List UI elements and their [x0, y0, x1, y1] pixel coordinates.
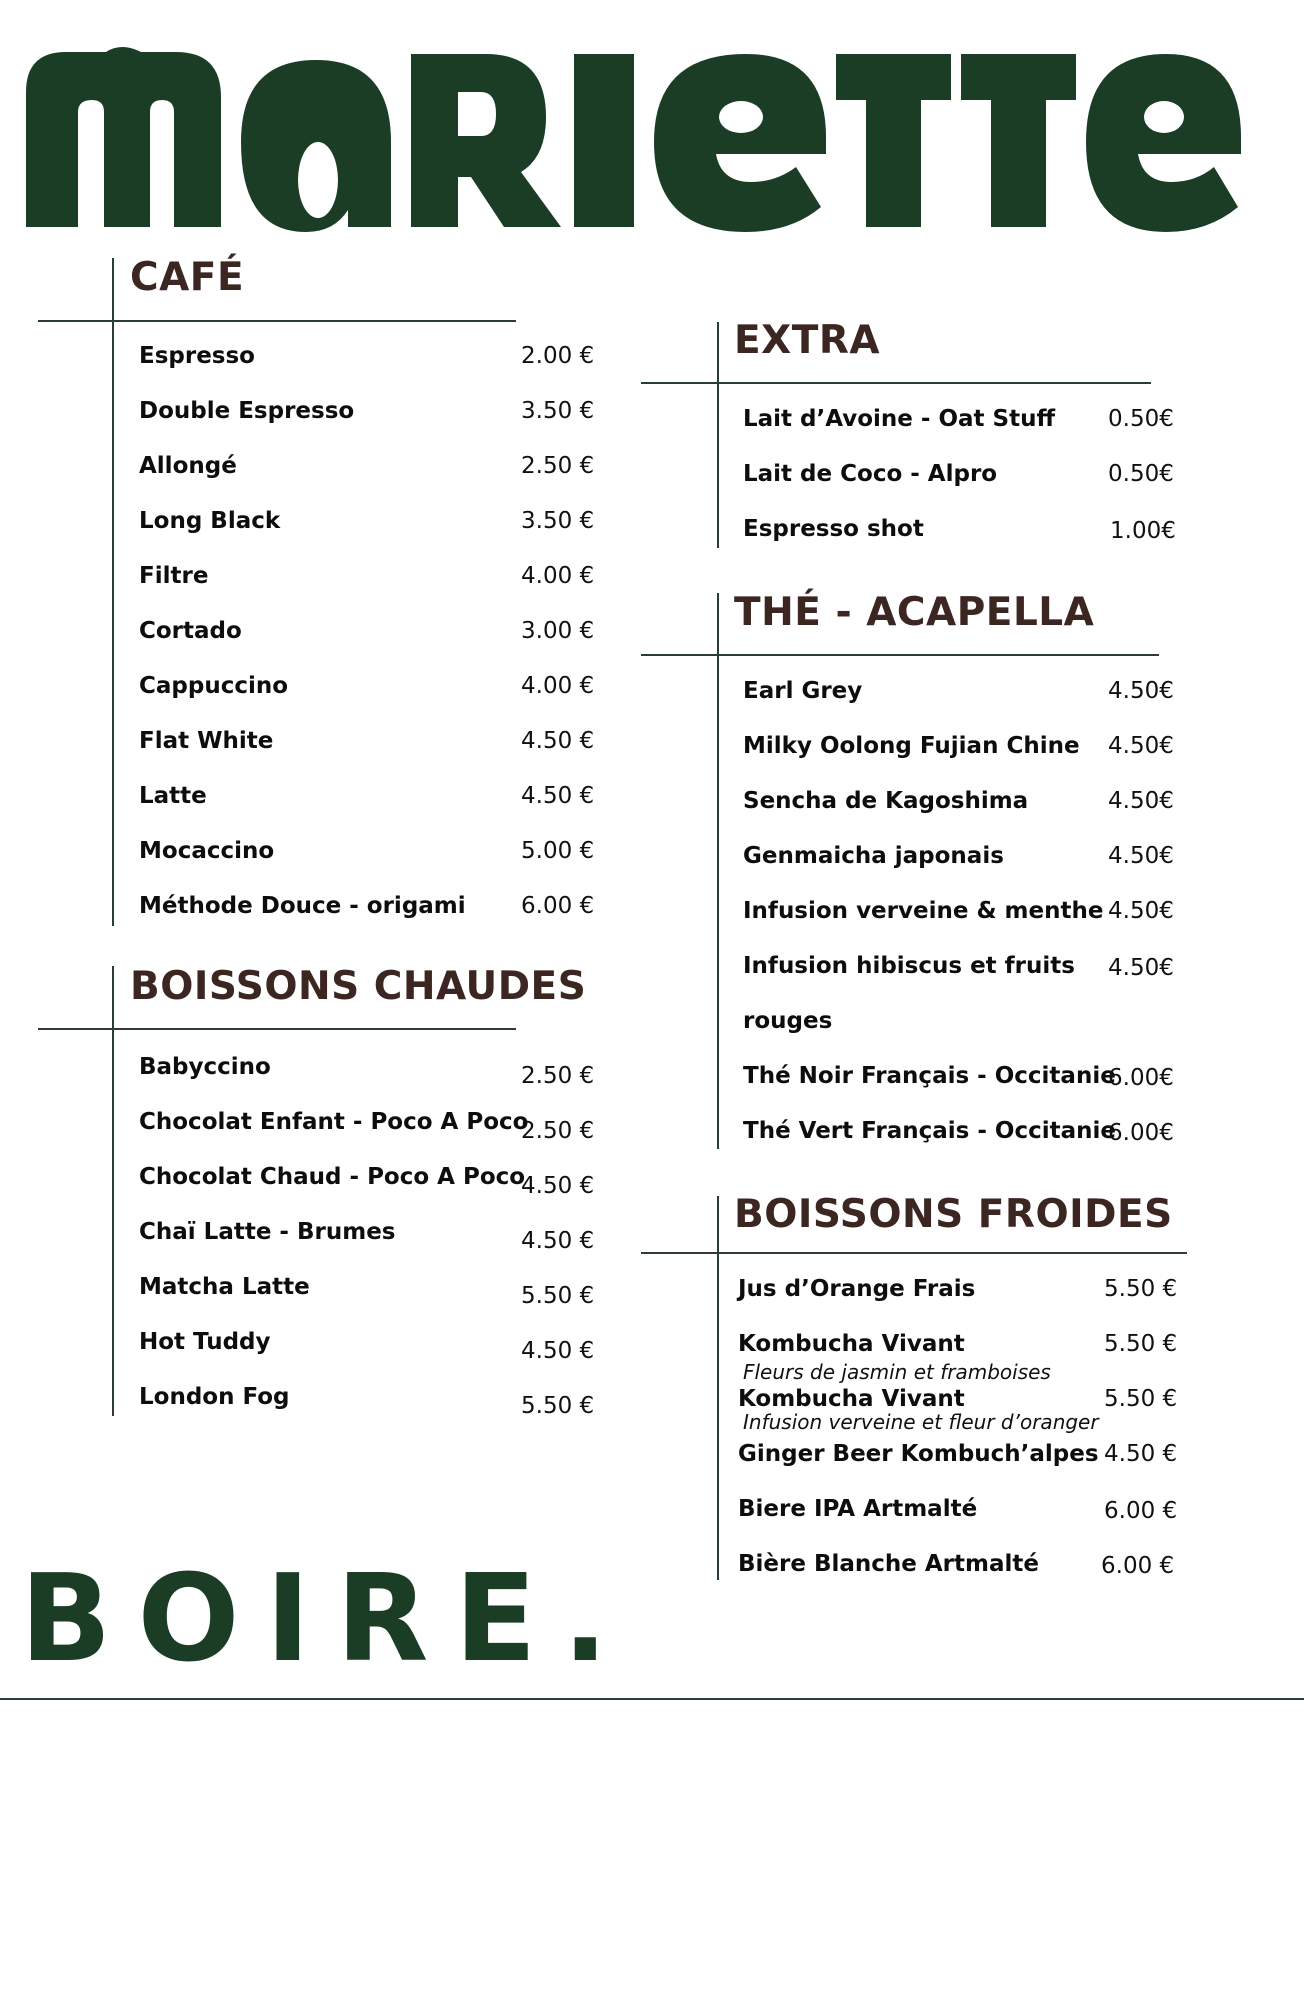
menu-item-price: 4.50€ — [1108, 788, 1174, 814]
boire-heading: BOIRE. — [20, 1550, 635, 1689]
section-title: BOISSONS FROIDES — [734, 1192, 1173, 1237]
menu-item-name: Filtre — [139, 563, 209, 589]
menu-item-price: 3.50 € — [521, 398, 595, 424]
menu-item-name: Espresso shot — [743, 516, 924, 542]
mariette-logo — [26, 22, 1246, 234]
menu-item-name: Allongé — [139, 453, 237, 479]
menu-item-name: Kombucha Vivant — [738, 1386, 965, 1412]
menu-item-price: 4.50 € — [521, 1173, 595, 1199]
menu-item-name: Cortado — [139, 618, 242, 644]
menu-item-price: 3.50 € — [521, 508, 595, 534]
menu-item-name: Matcha Latte — [139, 1274, 310, 1300]
menu-item-name: Latte — [139, 783, 207, 809]
section-title: BOISSONS CHAUDES — [130, 964, 587, 1009]
menu-item-price: 4.50€ — [1108, 733, 1174, 759]
menu-item-price: 4.50 € — [521, 728, 595, 754]
the-vertical-rule — [717, 593, 719, 1149]
bottom-rule — [0, 1698, 1304, 1700]
menu-item-name: Long Black — [139, 508, 281, 534]
menu-item-price: 4.50€ — [1108, 678, 1174, 704]
cafe-horizontal-rule — [38, 320, 516, 322]
menu-item-name: Lait de Coco - Alpro — [743, 461, 998, 487]
menu-item-name: Jus d’Orange Frais — [738, 1276, 976, 1302]
menu-item-name: Ginger Beer Kombuch’alpes — [738, 1441, 1099, 1467]
menu-item-price: 4.00 € — [521, 673, 595, 699]
menu-item-name: Earl Grey — [743, 678, 863, 704]
menu-item-price: 6.00€ — [1108, 1120, 1174, 1146]
menu-item-price: 6.00 € — [521, 893, 595, 919]
menu-item-name: Sencha de Kagoshima — [743, 788, 1029, 814]
menu-item-price: 6.00 € — [1104, 1498, 1178, 1524]
froides-horizontal-rule — [641, 1252, 1187, 1254]
menu-item-description: Fleurs de jasmin et framboises — [743, 1360, 1051, 1384]
menu-item-name: Chaï Latte - Brumes — [139, 1219, 396, 1245]
menu-item-price: 5.50 € — [521, 1283, 595, 1309]
menu-item-name: Double Espresso — [139, 398, 355, 424]
menu-item-price: 6.00€ — [1108, 1065, 1174, 1091]
menu-item-price: 0.50€ — [1108, 461, 1174, 487]
menu-item-name: Thé Vert Français - Occitanie — [743, 1118, 1116, 1144]
menu-item-name: Espresso — [139, 343, 255, 369]
menu-item-name: Mocaccino — [139, 838, 275, 864]
menu-item-price: 6.00 € — [1101, 1553, 1175, 1579]
menu-item-name: Biere IPA Artmalté — [738, 1496, 978, 1522]
menu-item-name: Kombucha Vivant — [738, 1331, 965, 1357]
menu-item-price: 5.00 € — [521, 838, 595, 864]
menu-item-price: 4.50€ — [1108, 843, 1174, 869]
menu-item-name: Infusion verveine & menthe — [743, 898, 1104, 924]
menu-item-price: 4.00 € — [521, 563, 595, 589]
menu-item-name: Infusion hibiscus et fruits — [743, 953, 1075, 979]
menu-item-price: 3.00 € — [521, 618, 595, 644]
menu-item-name: Genmaicha japonais — [743, 843, 1004, 869]
menu-item-name: Flat White — [139, 728, 274, 754]
menu-item-name: Méthode Douce - origami — [139, 893, 466, 919]
the-horizontal-rule — [641, 654, 1159, 656]
menu-item-price: 2.50 € — [521, 1063, 595, 1089]
menu-item-price: 4.50 € — [521, 1228, 595, 1254]
menu-item-name: Milky Oolong Fujian Chine — [743, 733, 1080, 759]
menu-item-price: 4.50 € — [521, 1338, 595, 1364]
menu-item-price: 2.50 € — [521, 453, 595, 479]
section-title: CAFÉ — [130, 255, 245, 300]
menu-item-name-continued: rouges — [743, 1008, 833, 1034]
section-title: EXTRA — [734, 318, 881, 363]
menu-item-name: Hot Tuddy — [139, 1329, 271, 1355]
chaudes-horizontal-rule — [38, 1028, 516, 1030]
menu-item-price: 2.50 € — [521, 1118, 595, 1144]
menu-item-name: Babyccino — [139, 1054, 271, 1080]
menu-item-name: Lait d’Avoine - Oat Stuff — [743, 406, 1056, 432]
menu-item-price: 5.50 € — [1104, 1276, 1178, 1302]
menu-item-price: 0.50€ — [1108, 406, 1174, 432]
menu-item-name: London Fog — [139, 1384, 290, 1410]
menu-item-price: 4.50€ — [1108, 955, 1174, 981]
menu-item-name: Chocolat Enfant - Poco A Poco — [139, 1109, 529, 1135]
extra-horizontal-rule — [641, 382, 1151, 384]
menu-item-name: Bière Blanche Artmalté — [738, 1551, 1039, 1577]
menu-item-name: Cappuccino — [139, 673, 289, 699]
menu-item-price: 5.50 € — [521, 1393, 595, 1419]
section-title: THÉ - ACAPELLA — [734, 590, 1095, 635]
menu-item-price: 4.50€ — [1108, 898, 1174, 924]
menu-item-price: 5.50 € — [1104, 1331, 1178, 1357]
chaudes-vertical-rule — [112, 966, 114, 1416]
menu-item-description: Infusion verveine et fleur d’oranger — [743, 1410, 1099, 1434]
cafe-vertical-rule — [112, 258, 114, 926]
menu-item-price: 4.50 € — [521, 783, 595, 809]
menu-item-price: 5.50 € — [1104, 1386, 1178, 1412]
menu-item-name: Thé Noir Français - Occitanie — [743, 1063, 1116, 1089]
menu-item-price: 4.50 € — [1104, 1441, 1178, 1467]
menu-item-price: 1.00€ — [1110, 518, 1176, 544]
extra-vertical-rule — [717, 322, 719, 548]
menu-item-name: Chocolat Chaud - Poco A Poco — [139, 1164, 526, 1190]
menu-item-price: 2.00 € — [521, 343, 595, 369]
